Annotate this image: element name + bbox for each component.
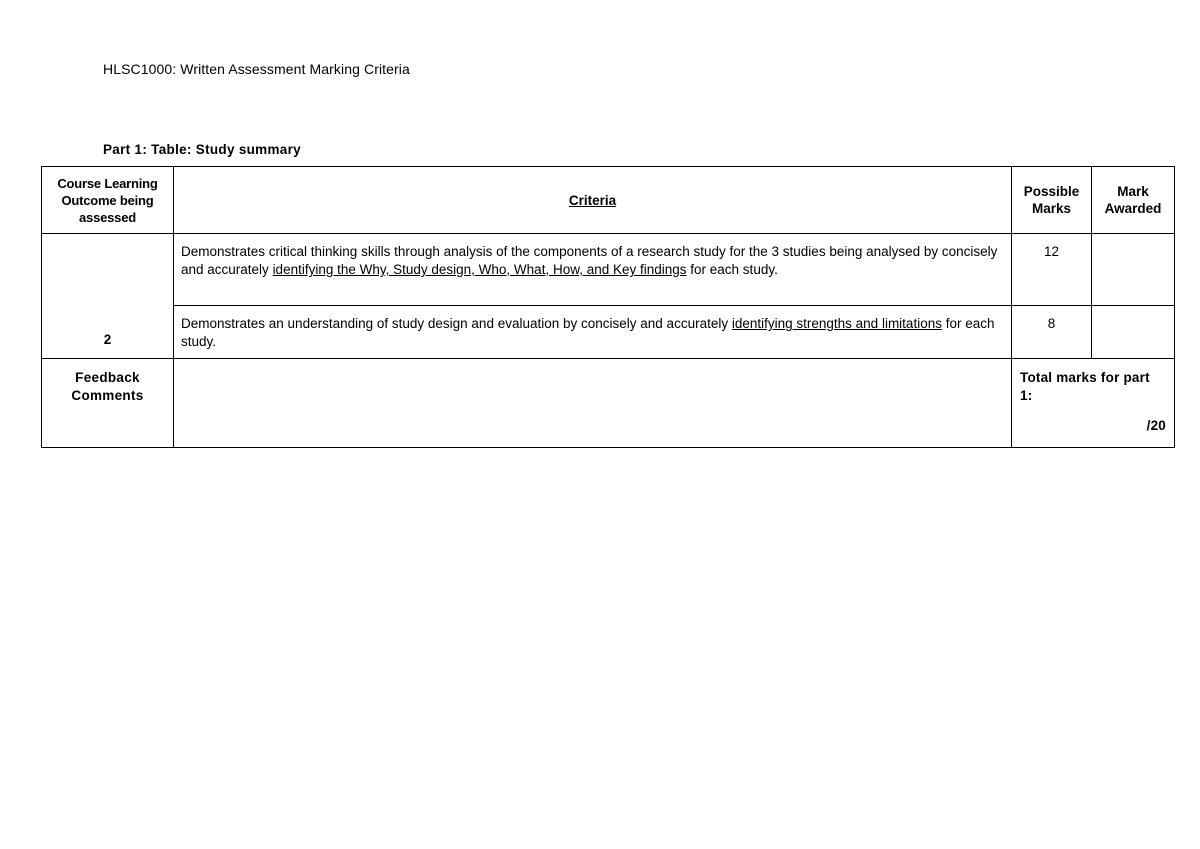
table-row	[42, 306, 1175, 359]
clo-cell	[42, 234, 174, 359]
criteria-text-end: for each study.	[686, 262, 778, 277]
document-title: HLSC1000: Written Assessment Marking Criteria	[103, 61, 410, 77]
table-header-row	[42, 167, 1175, 234]
total-marks-label: Total marks for part 1:	[1020, 370, 1150, 403]
criteria-underlined-text: identifying the Why, Study design, Who, What, How, and Key findings	[272, 262, 687, 277]
criteria-cell	[174, 234, 1012, 306]
criteria-text: Demonstrates critical thinking skills through analysis of the components of a research study for the 3 studies being analysed by concisely and accurately	[181, 244, 998, 277]
marking-criteria-table	[41, 166, 1175, 448]
possible-marks-cell: 12	[1012, 234, 1092, 306]
feedback-label: Feedback Comments	[42, 359, 174, 448]
criteria-text: Demonstrates an understanding of study design and evaluation by concisely and accurately	[181, 316, 732, 331]
header-possible-marks: Possible Marks	[1012, 167, 1092, 234]
table-row	[42, 234, 1175, 306]
header-criteria-label: Criteria	[568, 192, 617, 208]
mark-awarded-cell[interactable]	[1092, 234, 1175, 306]
criteria-underlined-text: identifying strengths and limitations	[731, 316, 942, 331]
criteria-text-end: for each study.	[181, 316, 995, 349]
clo-value: 2	[103, 331, 112, 347]
feedback-comments-cell[interactable]	[174, 359, 1012, 448]
criteria-cell	[174, 306, 1012, 359]
header-mark-awarded: Mark Awarded	[1092, 167, 1175, 234]
section-heading: Part 1: Table: Study summary	[103, 142, 301, 157]
feedback-row	[42, 359, 1175, 448]
header-criteria	[174, 167, 1012, 234]
possible-marks-cell: 8	[1012, 306, 1092, 359]
total-marks-cell	[1012, 359, 1175, 448]
total-marks-value: /20	[1146, 418, 1166, 433]
header-clo: Course Learning Outcome being assessed	[42, 167, 174, 234]
mark-awarded-cell[interactable]	[1092, 306, 1175, 359]
